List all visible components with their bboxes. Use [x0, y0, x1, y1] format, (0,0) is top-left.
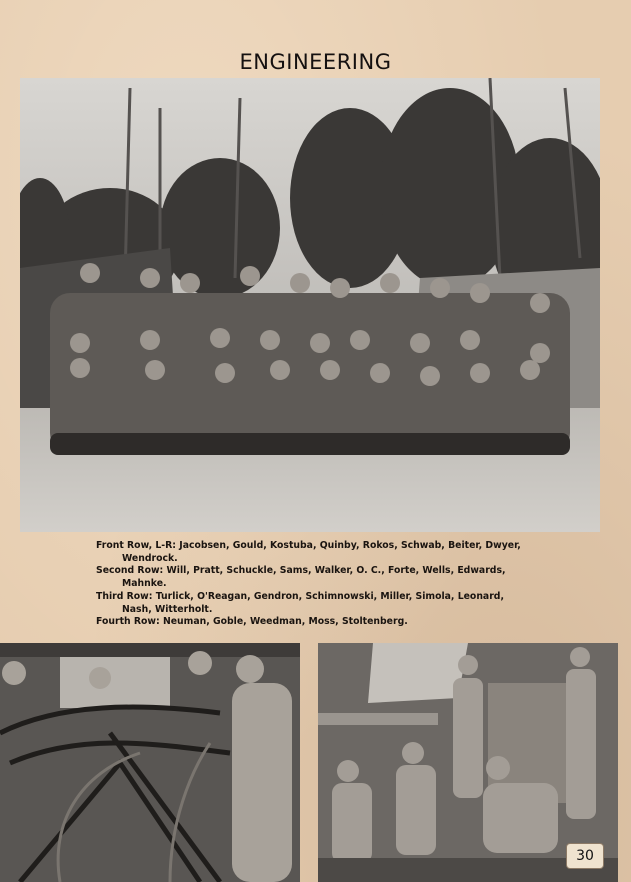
workshop-photo-left	[0, 643, 300, 882]
caption-second-row: Second Row: Will, Pratt, Schuckle, Sams, Walker, O. C., Forte, Wells, Edwards, Mahnke.	[96, 565, 506, 590]
caption-third-row: Third Row: Turlick, O'Reagan, Gendron, Schimnowski, Miller, Simola, Leonard, Nash, Witterholt.	[96, 590, 504, 615]
group-photo	[20, 78, 600, 532]
caption-fourth-row: Fourth Row: Neuman, Goble, Weedman, Moss, Stoltenberg.	[96, 616, 408, 628]
caption-front-row: Front Row, L-R: Jacobsen, Gould, Kostuba, Quinby, Rokos, Schwab, Beiter, Dwyer, Wendrock.	[96, 540, 521, 564]
page-number: 30	[566, 843, 604, 869]
page-title: ENGINEERING	[239, 50, 392, 74]
photo-caption	[96, 540, 526, 629]
